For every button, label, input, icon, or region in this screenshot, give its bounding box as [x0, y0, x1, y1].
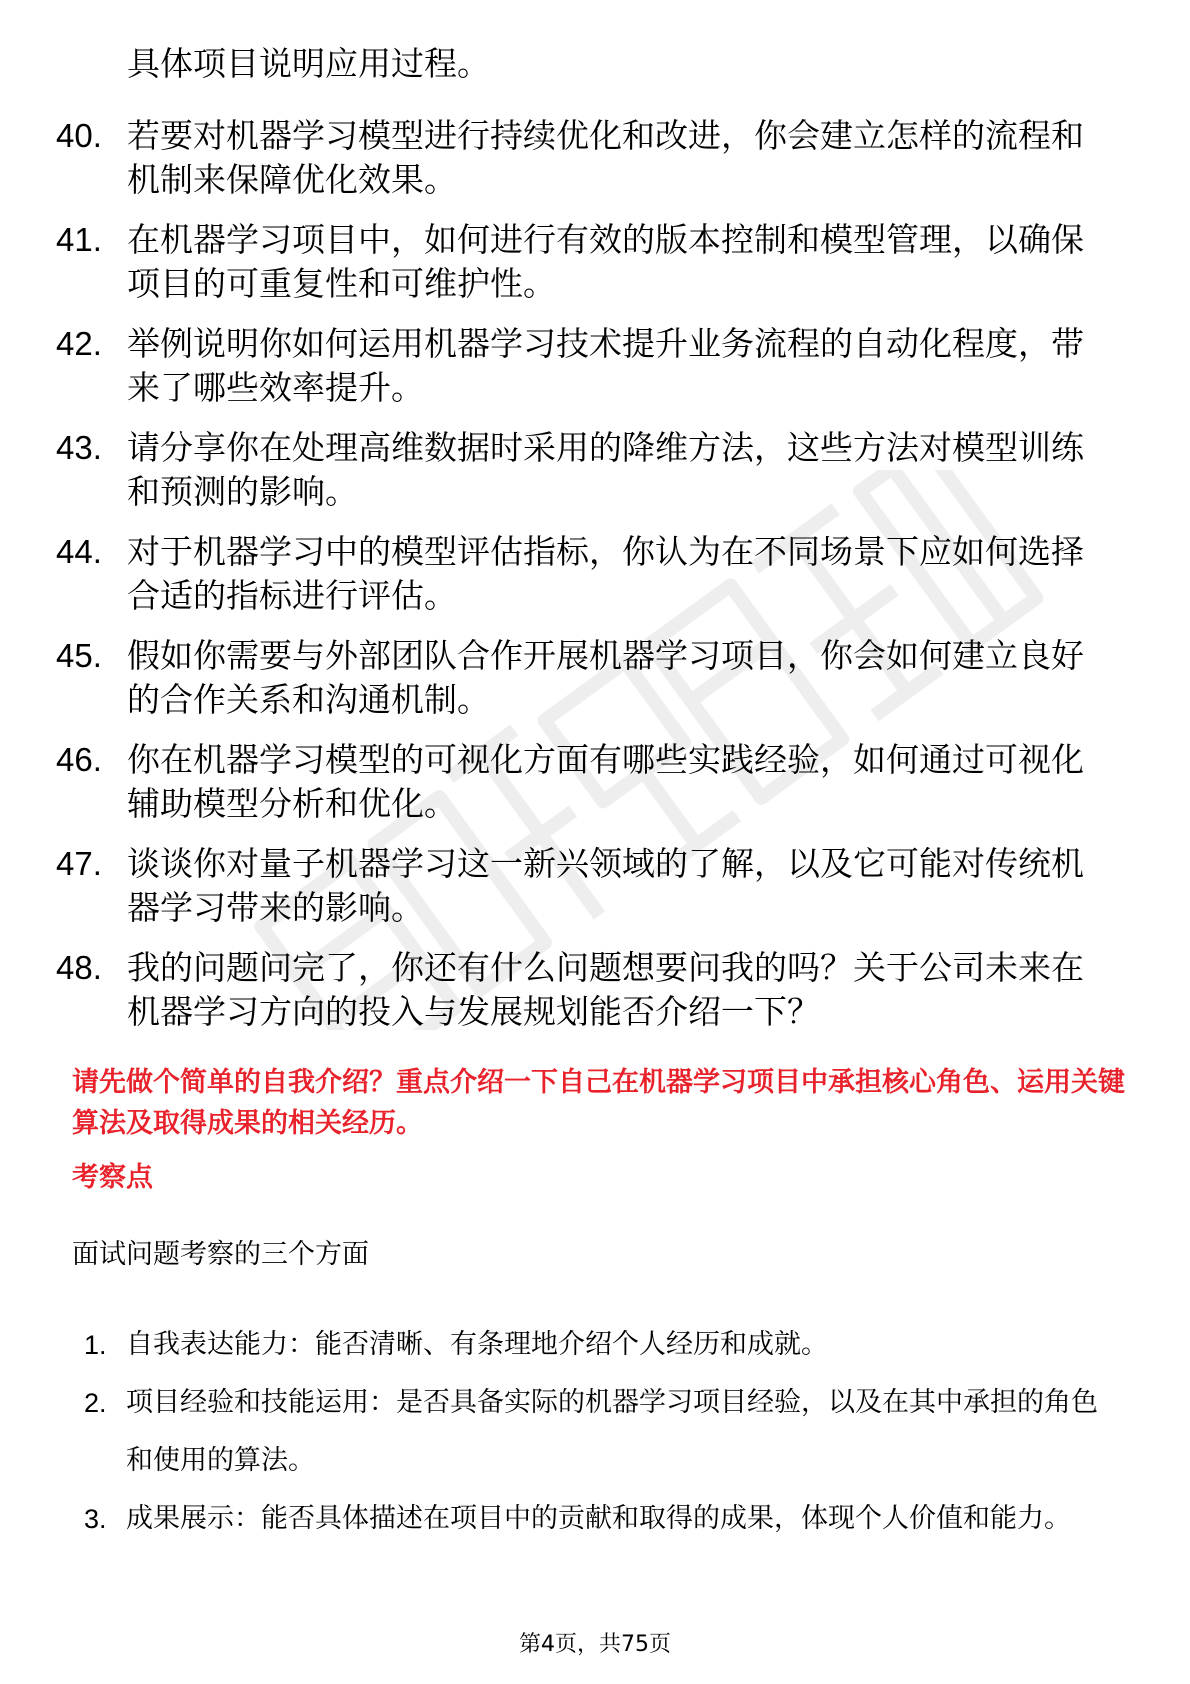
aspect-list: [84, 1316, 1124, 1606]
question-number: 43.: [56, 429, 102, 466]
list-item: [84, 1316, 1124, 1374]
question-number: 45.: [56, 637, 102, 674]
list-item: [56, 426, 1116, 530]
list-item: [84, 1374, 1124, 1490]
aspect-text: 成果展示：能否具体描述在项目中的贡献和取得的成果，体现个人价值和能力。: [126, 1503, 1071, 1534]
list-item: [56, 946, 1116, 1050]
question-list: [56, 114, 1116, 1050]
list-item: [56, 738, 1116, 842]
question-number: 44.: [56, 533, 102, 570]
section-title: 考察点: [72, 1162, 153, 1193]
question-text: 假如你需要与外部团队合作开展机器学习项目，你会如何建立良好的合作关系和沟通机制。: [127, 636, 1084, 719]
list-item: [56, 530, 1116, 634]
question-text: 若要对机器学习模型进行持续优化和改进，你会建立怎样的流程和机制来保障优化效果。: [127, 116, 1084, 199]
list-item: [56, 218, 1116, 322]
continuation-line: 具体项目说明应用过程。: [127, 44, 490, 83]
intro-text: 面试问题考察的三个方面: [72, 1239, 369, 1270]
aspect-text: 自我表达能力：能否清晰、有条理地介绍个人经历和成就。: [126, 1329, 828, 1360]
question-text: 请分享你在处理高维数据时采用的降维方法，这些方法对模型训练和预测的影响。: [127, 428, 1084, 511]
page-footer: 第4页，共75页: [519, 1632, 671, 1657]
question-number: 47.: [56, 845, 102, 882]
question-number: 42.: [56, 325, 102, 362]
question-text: 我的问题问完了，你还有什么问题想要问我的吗？关于公司未来在机器学习方向的投入与发展规划能否介绍一下？: [127, 948, 1084, 1031]
aspect-text: 项目经验和技能运用：是否具备实际的机器学习项目经验，以及在其中承担的角色和使用的算法。: [126, 1387, 1098, 1476]
question-text: 谈谈你对量子机器学习这一新兴领域的了解，以及它可能对传统机器学习带来的影响。: [127, 844, 1084, 927]
question-text: 对于机器学习中的模型评估指标，你认为在不同场景下应如何选择合适的指标进行评估。: [127, 532, 1084, 615]
question-text: 举例说明你如何运用机器学习技术提升业务流程的自动化程度，带来了哪些效率提升。: [127, 324, 1084, 407]
aspect-number: 3.: [84, 1504, 107, 1534]
question-number: 48.: [56, 949, 102, 986]
list-item: [56, 634, 1116, 738]
list-item: [56, 114, 1116, 218]
highlight-question: 请先做个简单的自我介绍？重点介绍一下自己在机器学习项目中承担核心角色、运用关键算法及取得成果的相关经历。: [72, 1067, 1125, 1139]
list-item: [84, 1490, 1124, 1606]
list-item: [56, 842, 1116, 946]
aspect-number: 2.: [84, 1388, 107, 1418]
question-number: 41.: [56, 221, 102, 258]
question-number: 46.: [56, 741, 102, 778]
question-text: 你在机器学习模型的可视化方面有哪些实践经验，如何通过可视化辅助模型分析和优化。: [127, 740, 1084, 823]
aspect-number: 1.: [84, 1330, 107, 1360]
list-item: [56, 322, 1116, 426]
question-number: 40.: [56, 117, 102, 154]
question-text: 在机器学习项目中，如何进行有效的版本控制和模型管理，以确保项目的可重复性和可维护性。: [127, 220, 1084, 303]
